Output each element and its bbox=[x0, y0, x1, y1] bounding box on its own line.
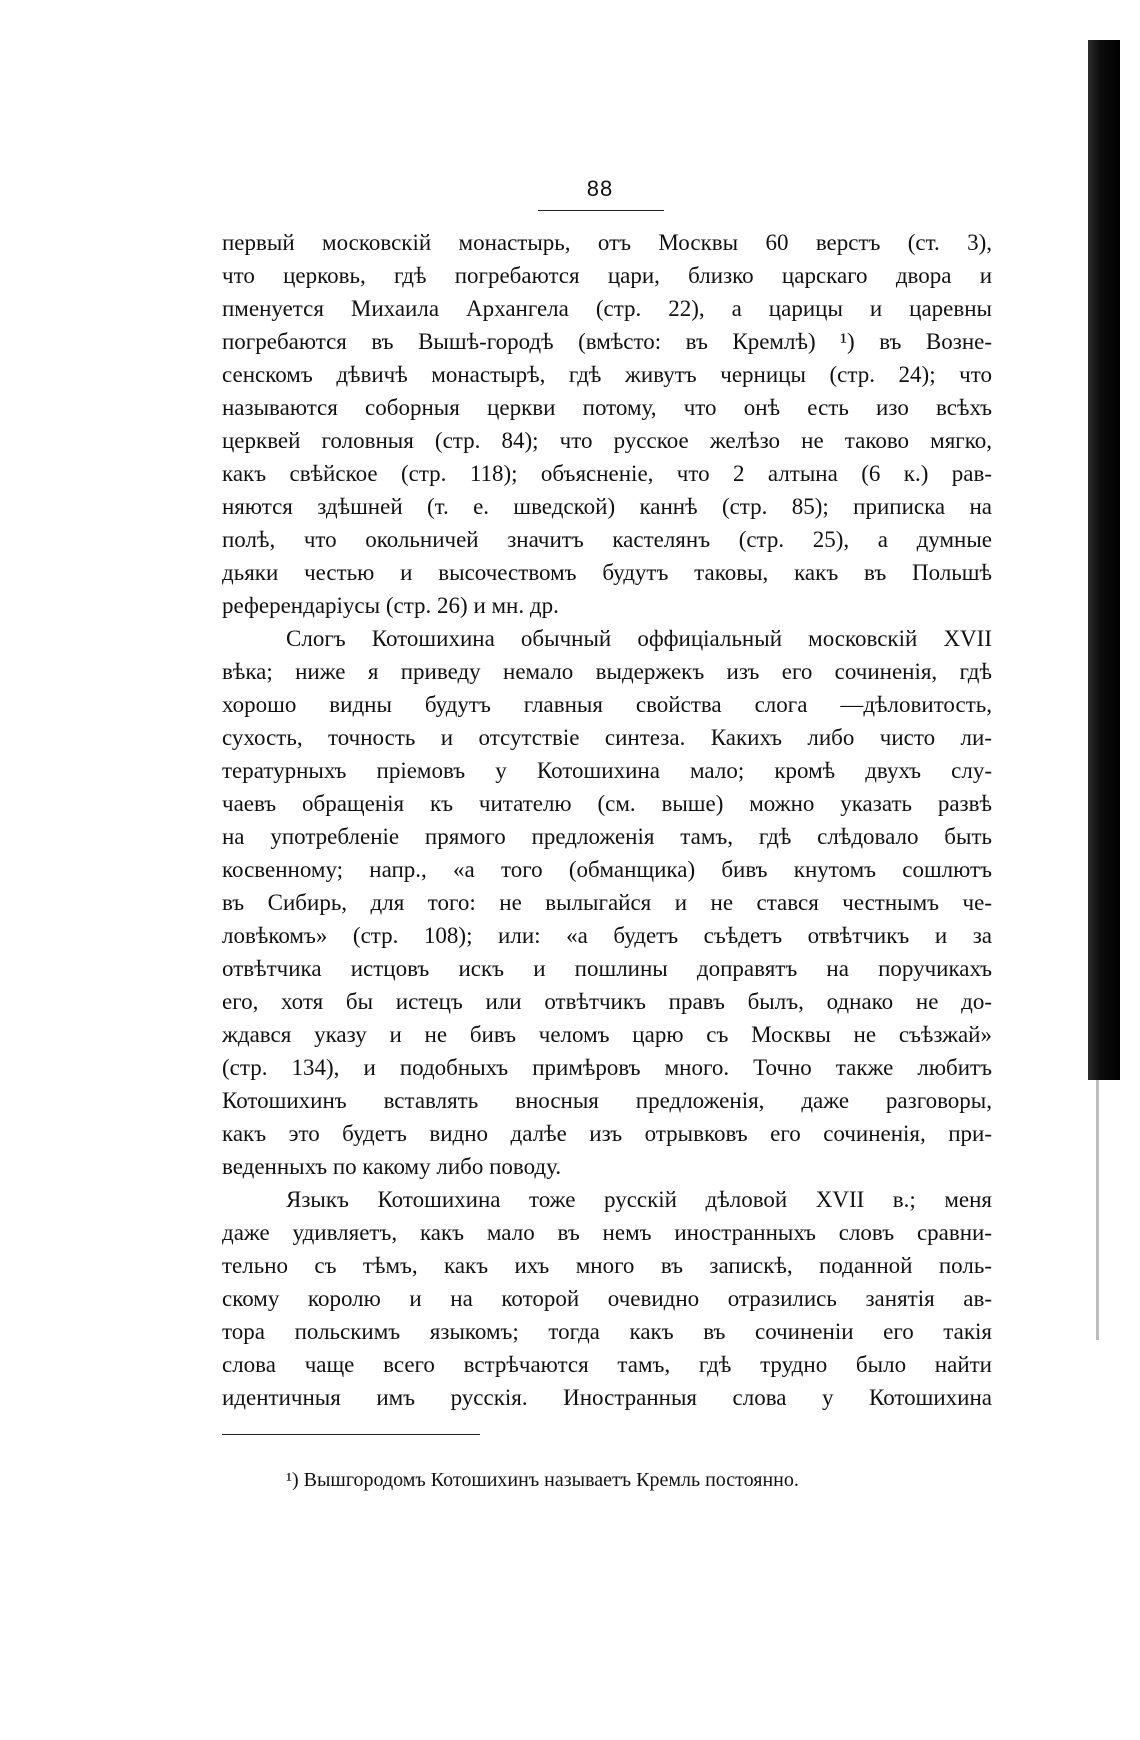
text-line: вѣка; ниже я приведу немало выдержекъ изъ его сочиненія, гдѣ bbox=[222, 659, 992, 684]
text-line: ждався указу и не бивъ челомъ царю съ Москвы не съѣзжай» bbox=[222, 1022, 992, 1047]
page-number-rule bbox=[538, 210, 664, 211]
page-number: 88 bbox=[586, 176, 614, 201]
body-text bbox=[222, 226, 992, 1414]
text-line: косвенному; напр., «а того (обманщика) бивъ кнутомъ сошлютъ bbox=[222, 857, 992, 882]
text-line: слова чаще всего встрѣчаются тамъ, гдѣ трудно было найти bbox=[222, 1352, 992, 1377]
text-line: Котошихинъ вставлять вносныя предложенія, даже разговоры, bbox=[222, 1088, 992, 1113]
text-line: сенскомъ дѣвичѣ монастырѣ, гдѣ живутъ черницы (стр. 24); что bbox=[222, 362, 992, 387]
text-line: няются здѣшней (т. е. шведской) каннѣ (стр. 85); приписка на bbox=[222, 494, 992, 519]
text-line: ловѣкомъ» (стр. 108); или: «а будетъ съѣдетъ отвѣтчикъ и за bbox=[222, 923, 992, 948]
text-line: тора польскимъ языкомъ; тогда какъ въ сочиненіи его такія bbox=[222, 1319, 992, 1344]
text-line: церквей головныя (стр. 84); что русское желѣзо не таково мягко, bbox=[222, 428, 992, 453]
text-line: погребаются въ Вышѣ-городѣ (вмѣсто: въ Кремлѣ) ¹) въ Возне- bbox=[222, 329, 992, 354]
text-line: пменуется Михаила Архангела (стр. 22), а царицы и царевны bbox=[222, 296, 992, 321]
text-line: на употребленіе прямого предложенія тамъ, гдѣ слѣдовало быть bbox=[222, 824, 992, 849]
text-line: первый московскій монастырь, отъ Москвы 60 верстъ (ст. 3), bbox=[222, 230, 992, 255]
page-edge-line bbox=[1096, 1080, 1099, 1340]
text-line: Слогъ Котошихина обычный оффиціальный московскій XVII bbox=[286, 626, 992, 651]
text-line: что церковь, гдѣ погребаются цари, близко царскаго двора и bbox=[222, 263, 992, 288]
text-line: тературныхъ пріемовъ у Котошихина мало; кромѣ двухъ слу- bbox=[222, 758, 992, 783]
text-line: веденныхъ по какому либо поводу. bbox=[222, 1154, 562, 1179]
page-edge-shadow bbox=[1088, 40, 1120, 1080]
text-line: даже удивляетъ, какъ мало въ немъ иностранныхъ словъ сравни- bbox=[222, 1220, 992, 1245]
text-line: Языкъ Котошихина тоже русскій дѣловой XVII в.; меня bbox=[286, 1187, 992, 1212]
text-line: тельно съ тѣмъ, какъ ихъ много въ запискѣ, поданной поль- bbox=[222, 1253, 992, 1278]
text-line: (стр. 134), и подобныхъ примѣровъ много. Точно также любитъ bbox=[222, 1055, 992, 1080]
text-line: полѣ, что окольничей значитъ кастелянъ (стр. 25), а думные bbox=[222, 527, 992, 552]
footnote: ¹) Вышгородомъ Котошихинъ называетъ Кремль постоянно. bbox=[286, 1469, 799, 1491]
text-line: хорошо видны будутъ главныя свойства слога —дѣловитость, bbox=[222, 692, 992, 717]
text-line: въ Сибирь, для того: не вылыгайся и не стався честнымъ че- bbox=[222, 890, 992, 915]
text-line: чаевъ обращенія къ читателю (см. выше) можно указать развѣ bbox=[222, 791, 992, 816]
footnote-rule bbox=[222, 1434, 480, 1435]
text-line: отвѣтчика истцовъ искъ и пошлины доправятъ на поручикахъ bbox=[222, 956, 992, 981]
text-line: называются соборныя церкви потому, что онѣ есть изо всѣхъ bbox=[222, 395, 992, 420]
text-line: дьяки честью и высочествомъ будутъ таковы, какъ въ Польшѣ bbox=[222, 560, 992, 585]
text-line: какъ свѣйское (стр. 118); объясненіе, что 2 алтына (6 к.) рав- bbox=[222, 461, 992, 486]
text-line: сухость, точность и отсутствіе синтеза. Какихъ либо чисто ли- bbox=[222, 725, 992, 750]
text-line: идентичныя имъ русскія. Иностранныя слова у Котошихина bbox=[222, 1385, 992, 1410]
text-line: какъ это будетъ видно далѣе изъ отрывковъ его сочиненія, при- bbox=[222, 1121, 992, 1146]
text-line: скому королю и на которой очевидно отразились занятія ав- bbox=[222, 1286, 992, 1311]
text-line: референдаріусы (стр. 26) и мн. др. bbox=[222, 593, 559, 618]
text-line: его, хотя бы истецъ или отвѣтчикъ правъ былъ, однако не до- bbox=[222, 989, 992, 1014]
